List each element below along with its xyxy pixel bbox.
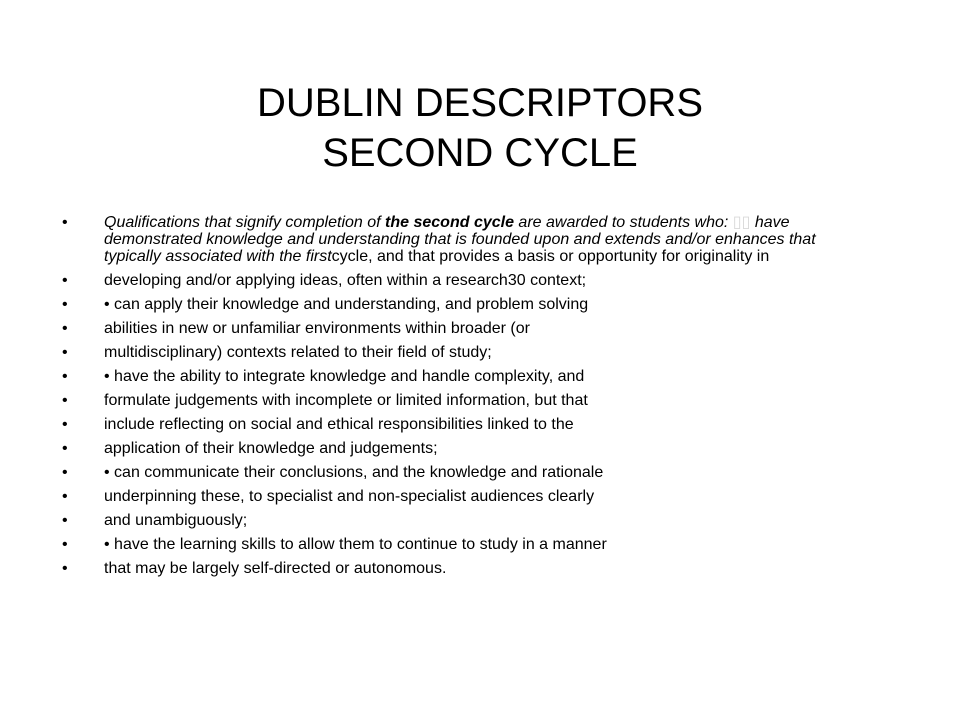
intro-text-4: cycle, and that provides a basis or opportunity for originality in [331,248,770,265]
list-item-text: multidisciplinary) contexts related to their field of study; [104,344,492,361]
list-item-text: • can apply their knowledge and understanding, and problem solving [104,296,589,313]
bullet-marker: • [62,416,68,433]
bullet-marker: • [62,488,68,505]
bullet-marker: • [62,296,68,313]
list-item [62,488,852,505]
list-item-text: that may be largely self-directed or autonomous. [104,560,447,577]
bullet-marker: • [62,272,68,289]
list-item-text: application of their knowledge and judgements; [104,440,438,457]
list-item [62,416,852,433]
intro-text-1: Qualifications that signify completion of [104,214,386,231]
list-item [62,320,852,337]
bullet-marker: • [62,512,68,529]
bullet-marker: • [62,560,68,577]
list-item [62,344,852,361]
bullet-marker: • [62,320,68,337]
title-line-1: DUBLIN DESCRIPTORS [256,81,703,125]
bullet-list [62,214,852,584]
bullet-marker: • [62,536,68,553]
list-item-text: developing and/or applying ideas, often within a research30 context; [104,272,587,289]
slide-title [0,78,960,178]
list-item-text: and unambiguously; [104,512,248,529]
intro-emphasis: the second cycle [385,214,514,231]
bullet-marker: • [62,344,68,361]
list-item [62,536,852,553]
bullet-marker: • [62,464,68,481]
list-item [62,560,852,577]
bullet-lines [62,272,852,577]
list-item [62,440,852,457]
list-item-text: abilities in new or unfamiliar environments within broader (or [104,320,530,337]
bullet-marker: • [62,392,68,409]
list-item [62,512,852,529]
list-item [62,392,852,409]
bullet-marker: • [62,214,68,231]
list-item-text: • have the learning skills to allow them to continue to study in a manner [104,536,607,553]
list-item-text: formulate judgements with incomplete or limited information, but that [104,392,588,409]
list-item [62,272,852,289]
list-item [62,464,852,481]
list-item-text: underpinning these, to specialist and non-specialist audiences clearly [104,488,595,505]
list-item-text: include reflecting on social and ethical responsibilities linked to the [104,416,574,433]
list-item [62,368,852,385]
list-item-intro [62,214,852,265]
list-item-text: • can communicate their conclusions, and the knowledge and rationale [104,464,604,481]
intro-text-3: have demonstrated knowledge and understanding that is founded upon and extends and/or enhances that typically associated with the first [104,214,816,265]
list-item [62,296,852,313]
bullet-marker: • [62,368,68,385]
intro-text-2: are awarded to students who: [513,214,733,231]
title-line-2: SECOND CYCLE [322,131,638,175]
bullet-marker: • [62,440,68,457]
list-item-text: • have the ability to integrate knowledge and handle complexity, and [104,368,585,385]
missing-glyph-icon: ▯▯ [732,214,751,231]
